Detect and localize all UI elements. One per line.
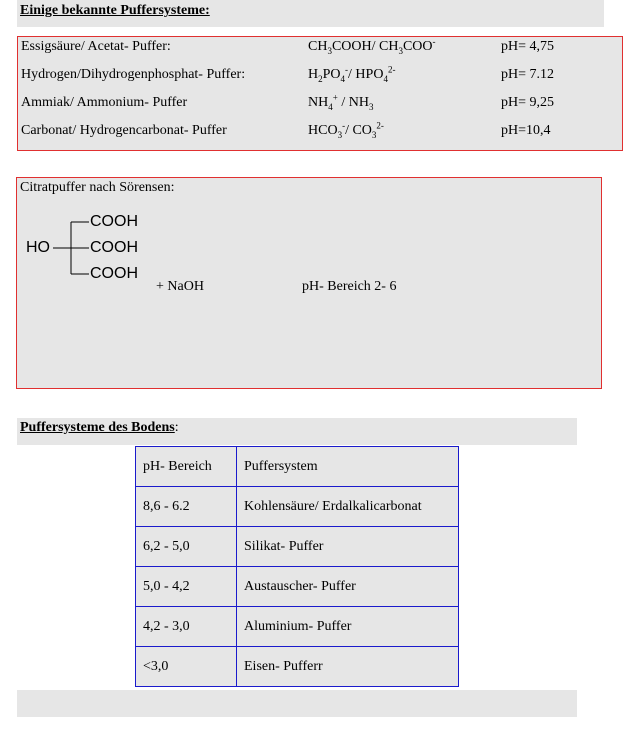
table-cell: Silikat- Puffer	[237, 527, 459, 567]
buffer-name: Essigsäure/ Acetat- Puffer:	[21, 39, 171, 54]
table-cell: Aluminium- Puffer	[237, 607, 459, 647]
buffer-ph: pH= 9,25	[501, 95, 555, 110]
soil-buffer-table	[135, 446, 459, 687]
table-row	[136, 487, 459, 527]
table-cell: Eisen- Pufferr	[237, 647, 459, 687]
section-title: Puffersysteme des Bodens:	[20, 420, 179, 435]
table-cell: Kohlensäure/ Erdalkalicarbonat	[237, 487, 459, 527]
buffer-name: Carbonat/ Hydrogencarbonat- Puffer	[21, 123, 227, 138]
citrate-ph-range: pH- Bereich 2- 6	[302, 279, 397, 294]
buffer-ph: pH= 7.12	[501, 67, 555, 82]
table-row	[136, 567, 459, 607]
table-header-cell: pH- Bereich	[136, 447, 237, 487]
citrate-box	[16, 177, 602, 389]
table-cell: <3,0	[136, 647, 237, 687]
buffer-formula: $CH_3COOH/$ $CH_3COO^-$	[308, 36, 436, 56]
citrate-reagent: + NaOH	[156, 279, 204, 294]
table-cell: 4,2 - 3,0	[136, 607, 237, 647]
table-header-cell: Puffersystem	[237, 447, 459, 487]
footer-bar	[17, 690, 577, 717]
page-title: Einige bekannte Puffersysteme:	[20, 3, 210, 18]
buffer-ph: pH= 4,75	[501, 39, 555, 54]
structure-ho: HO	[26, 239, 50, 256]
table-cell: Austauscher- Puffer	[237, 567, 459, 607]
table-header-row	[136, 447, 459, 487]
buffer-formula: $HCO_3^-/$ $CO_3^{2-}$	[308, 120, 384, 140]
table-cell: 5,0 - 4,2	[136, 567, 237, 607]
buffer-ph: pH=10,4	[501, 123, 551, 138]
table-row	[136, 607, 459, 647]
buffer-name: Hydrogen/Dihydrogenphosphat- Puffer:	[21, 67, 246, 82]
citrate-title: Citratpuffer nach Sörensen:	[20, 180, 175, 195]
buffer-name: Ammiak/ Ammonium- Puffer	[21, 95, 188, 110]
table-row	[136, 527, 459, 567]
structure-cooh: COOH	[90, 265, 138, 282]
structure-cooh: COOH	[90, 239, 138, 256]
buffer-list-box	[17, 36, 623, 151]
buffer-formula: $NH_4^+ / NH_3$	[308, 92, 374, 112]
structure-cooh: COOH	[90, 213, 138, 230]
table-cell: 6,2 - 5,0	[136, 527, 237, 567]
table-row	[136, 647, 459, 687]
buffer-formula: $H_2PO_4^-/$ $HPO_4^{2-}$	[308, 64, 396, 84]
table-cell: 8,6 - 6.2	[136, 487, 237, 527]
